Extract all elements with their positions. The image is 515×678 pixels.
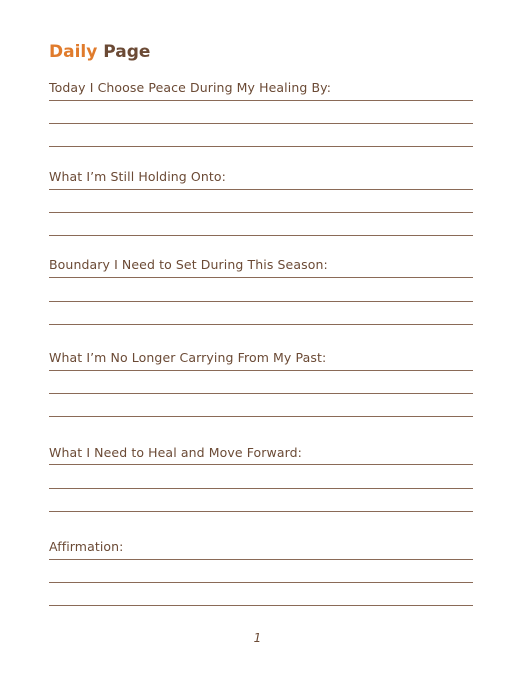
writing-line[interactable]: [49, 277, 473, 278]
section-prompt: What I Need to Heal and Move Forward:: [49, 445, 302, 460]
title-word-page: Page: [103, 42, 151, 62]
writing-line[interactable]: [49, 100, 473, 101]
writing-line[interactable]: [49, 582, 473, 583]
writing-line[interactable]: [49, 123, 473, 124]
writing-line[interactable]: [49, 488, 473, 489]
writing-line[interactable]: [49, 189, 473, 190]
writing-line[interactable]: [49, 301, 473, 302]
section-prompt: Today I Choose Peace During My Healing By:: [49, 80, 332, 95]
section-prompt: What I’m No Longer Carrying From My Past:: [49, 350, 327, 365]
writing-line[interactable]: [49, 605, 473, 606]
writing-line[interactable]: [49, 324, 473, 325]
page-number: 1: [253, 631, 262, 645]
writing-line[interactable]: [49, 370, 473, 371]
title-word-daily: Daily: [49, 42, 98, 62]
section-prompt: Affirmation:: [49, 539, 124, 554]
writing-line[interactable]: [49, 235, 473, 236]
writing-line[interactable]: [49, 146, 473, 147]
writing-line[interactable]: [49, 464, 473, 465]
writing-line[interactable]: [49, 511, 473, 512]
writing-line[interactable]: [49, 559, 473, 560]
writing-line[interactable]: [49, 416, 473, 417]
writing-line[interactable]: [49, 212, 473, 213]
section-prompt: What I’m Still Holding Onto:: [49, 169, 226, 184]
section-prompt: Boundary I Need to Set During This Season:: [49, 257, 328, 272]
page-title: [49, 40, 150, 64]
writing-line[interactable]: [49, 393, 473, 394]
